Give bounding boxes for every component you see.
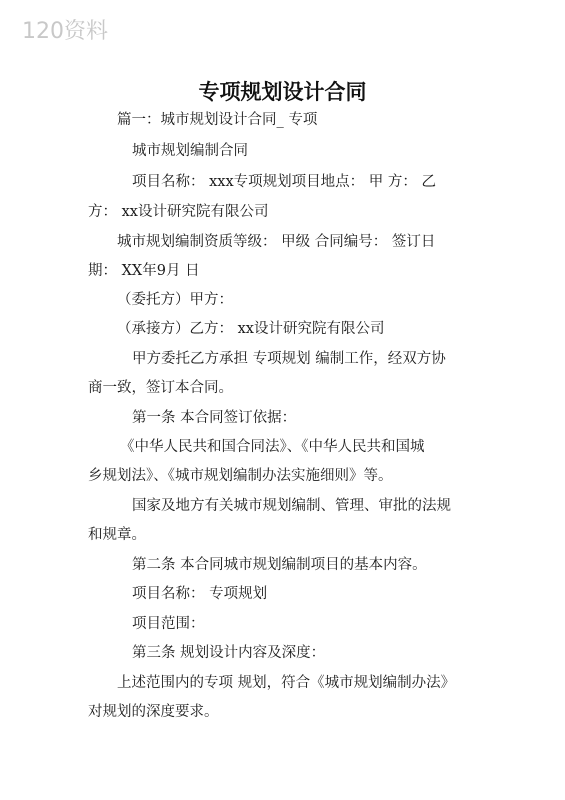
paragraph-line: 国家及地方有关城市规划编制、管理、审批的法规: [132, 498, 451, 514]
paragraph-line: （委托方）甲方：: [117, 292, 233, 308]
paragraph-line: 城市规划编制资质等级： 甲级 合同编号： 签订日: [117, 234, 436, 250]
paragraph-line: 期： XX年9月 日: [88, 263, 200, 279]
paragraph-line: 项目范围：: [132, 616, 205, 632]
paragraph-line: 和规章。: [88, 527, 146, 543]
contract-subtitle: 城市规划编制合同: [132, 143, 248, 159]
paragraph-line: 对规划的深度要求。: [88, 704, 219, 720]
watermark-logo: 120资料: [22, 19, 108, 44]
paragraph-line: 上述范围内的专项 规划，符合《城市规划编制办法》: [117, 675, 456, 691]
paragraph-line: 乡规划法》、《城市规划编制办法实施细则》等。: [88, 468, 393, 484]
paragraph-line: （承接方）乙方： xx设计研究院有限公司: [117, 321, 385, 337]
paragraph-line: 方： xx设计研究院有限公司: [88, 204, 269, 220]
section-heading: 篇一：城市规划设计合同_ 专项: [117, 112, 318, 128]
document-title: 专项规划设计合同: [198, 80, 367, 104]
paragraph-line: 项目名称： 专项规划: [132, 586, 268, 602]
paragraph-line: 项目名称： xxx专项规划项目地点： 甲 方： 乙: [132, 174, 436, 190]
article-heading: 第二条 本合同城市规划编制项目的基本内容。: [132, 557, 427, 573]
article-heading: 第三条 规划设计内容及深度：: [132, 645, 326, 661]
paragraph-line: 《中华人民共和国合同法》、《中华人民共和国城: [120, 439, 425, 455]
paragraph-line: 甲方委托乙方承担 专项规划 编制工作，经双方协: [132, 351, 446, 367]
paragraph-line: 商一致，签订本合同。: [88, 380, 233, 396]
article-heading: 第一条 本合同签订依据：: [132, 410, 297, 426]
